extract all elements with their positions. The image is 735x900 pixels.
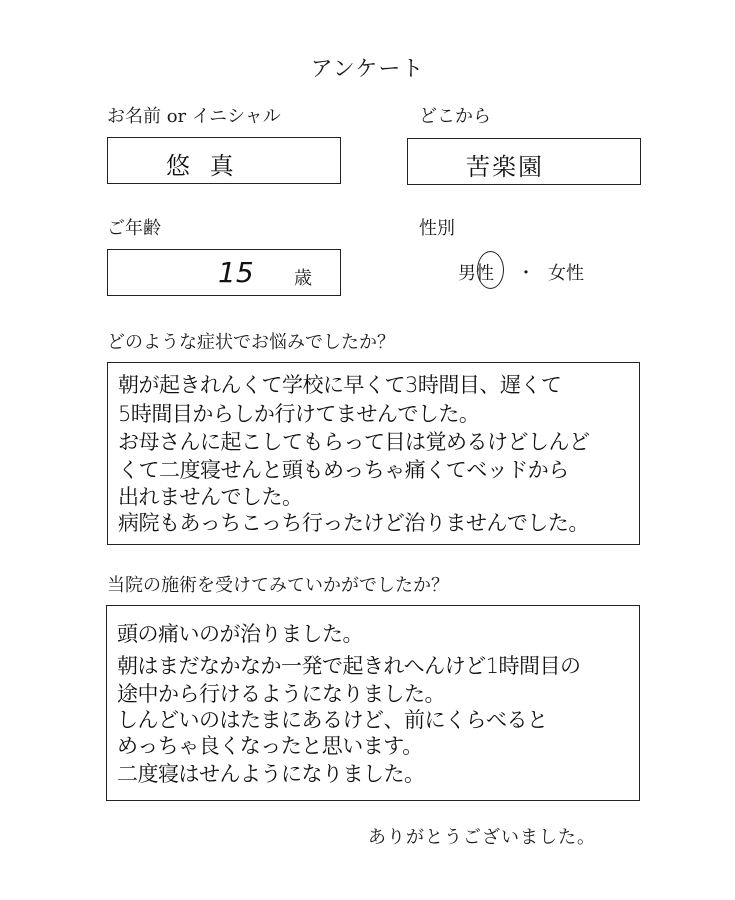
gender-label: 性別: [419, 218, 455, 239]
q2-answer-line: 途中から行けるようになりました。: [117, 682, 445, 706]
q2-answer-line: 頭の痛いのが治りました。: [117, 622, 363, 646]
q1-answer-line: 5時間目からしか行けてませんでした。: [118, 402, 480, 426]
q1-answer-line: 出れませんでした。: [118, 485, 303, 509]
age-value: 15: [218, 256, 254, 289]
closing-thanks: ありがとうございました。: [368, 827, 596, 848]
selected-circle-mark: [477, 251, 504, 289]
gender-option-female[interactable]: 女性: [548, 263, 584, 284]
from-label: どこから: [419, 106, 491, 127]
age-field[interactable]: [107, 249, 341, 296]
name-value: 悠 真: [166, 152, 240, 180]
survey-title: アンケート: [310, 57, 425, 82]
from-value: 苦楽園: [466, 153, 544, 181]
q2-answer-line: 二度寝はせんようになりました。: [117, 762, 425, 786]
age-label: ご年齢: [107, 218, 161, 239]
question1-answer-box[interactable]: [107, 362, 640, 545]
q2-answer-line: しんどいのはたまにあるけど、前にくらべると: [117, 708, 548, 732]
name-label: お名前 or イニシャル: [107, 106, 281, 127]
question2-label: 当院の施術を受けてみていかがでしたか？: [107, 575, 449, 596]
q1-answer-line: お母さんに起こしてもらって目は覚めるけどしんど: [118, 430, 590, 454]
from-field[interactable]: [407, 138, 641, 185]
q1-answer-line: 朝が起きれんくて学校に早くて3時間目、遅くて: [118, 373, 562, 397]
q2-answer-line: めっちゃ良くなったと思います。: [117, 734, 423, 758]
q1-answer-line: くて二度寝せんと頭もめっちゃ痛くてベッドから: [118, 458, 569, 482]
gender-separator: ・: [517, 263, 535, 284]
gender-option-male[interactable]: 男性: [458, 263, 494, 284]
name-field[interactable]: [107, 137, 341, 184]
question1-label: どのような症状でお悩みでしたか？: [107, 332, 395, 353]
age-unit: 歳: [294, 268, 312, 289]
question2-answer-box[interactable]: [106, 605, 640, 801]
q1-answer-line: 病院もあっちこっち行ったけど治りませんでした。: [118, 511, 589, 535]
q2-answer-line: 朝はまだなかなか一発で起きれへんけど1時間目の: [117, 654, 581, 678]
